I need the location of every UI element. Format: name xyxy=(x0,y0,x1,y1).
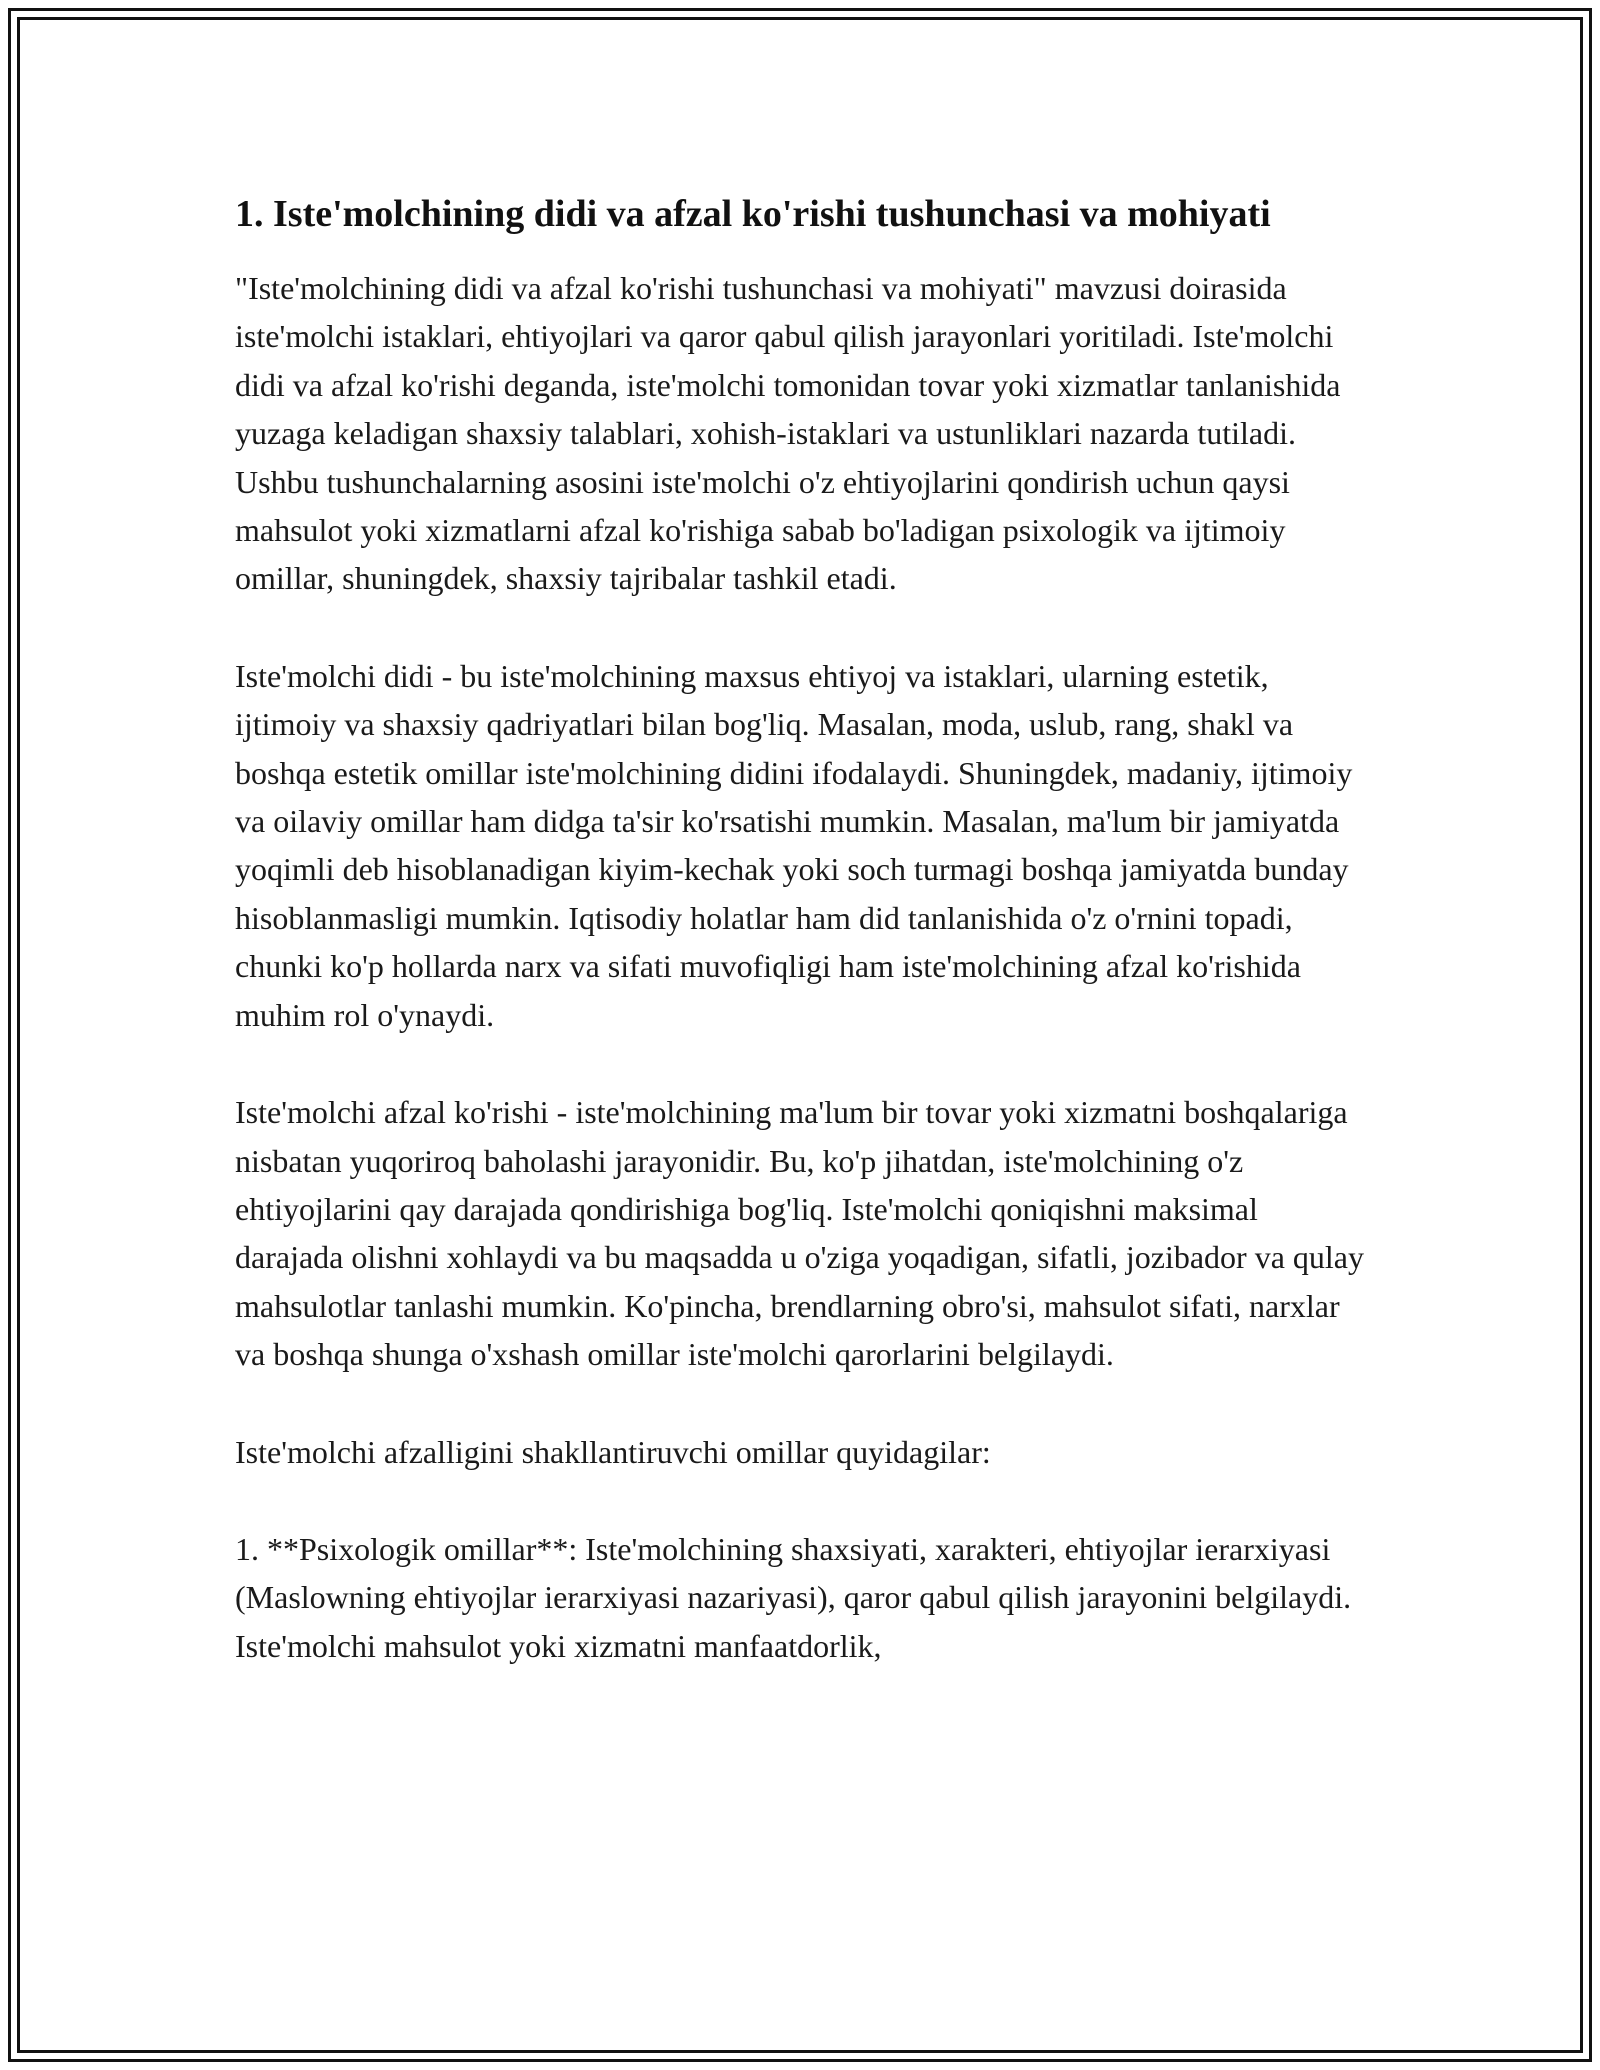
paragraph-psychological-factors: 1. **Psixologik omillar**: Iste'molchining shaxsiyati, xarakteri, ehtiyojlar ierarxiyasi (Maslowning ehtiyojlar ierarxiyasi nazariyasi), qaror qabul qilish jarayonini belgilaydi. Iste'molchi mahsulot yoki xizmatni manfaatdorlik, xyxy=(235,1530,1352,1664)
section-heading: 1. Iste'molchining didi va afzal ko'rishi tushunchasi va mohiyati xyxy=(235,193,1271,235)
paragraph-intro: "Iste'molchining didi va afzal ko'rishi tushunchasi va mohiyati" mavzusi doirasida iste'molchi istaklari, ehtiyojlari va qaror qabul qilish jarayonlari yoritiladi. Iste'molchi didi va afzal ko'rishi deganda, iste'molchi tomonidan tovar yoki xizmatlar tanlanishida yuzaga keladigan shaxsiy talablari, xohish-istaklari va ustunliklari nazarda tutiladi. Ushbu tushunchalarning asosini iste'molchi o'z ehtiyojlarini qondirish uchun qaysi mahsulot yoki xizmatlarni afzal ko'rishiga sabab bo'ladigan psixologik va ijtimoiy omillar, shuningdek, shaxsiy tajribalar tashkil etadi. xyxy=(235,270,1341,597)
paragraph-consumer-preference: Iste'molchi afzal ko'rishi - iste'molchining ma'lum bir tovar yoki xizmatni boshqalariga nisbatan yuqoriroq baholashi jarayonidir. Bu, ko'p jihatdan, iste'molchining o'z ehtiyojlarini qay darajada qondirishiga bog'liq. Iste'molchi qoniqishni maksimal darajada olishni xohlaydi va bu maqsadda u o'ziga yoqadigan, sifatli, jozibador va qulay mahsulotlar tanlashi mumkin. Ko'pincha, brendlarning obro'si, mahsulot sifati, narxlar va boshqa shunga o'xshash omillar iste'molchi qarorlarini belgilaydi. xyxy=(235,1094,1364,1373)
paragraph-factors-intro: Iste'molchi afzalligini shakllantiruvchi omillar quyidagilar: xyxy=(235,1433,991,1470)
document-body xyxy=(235,186,1370,1670)
paragraph-consumer-taste: Iste'molchi didi - bu iste'molchining maxsus ehtiyoj va istaklari, ularning estetik, ijtimoiy va shaxsiy qadriyatlari bilan bog'liq. Masalan, moda, uslub, rang, shakl va boshqa estetik omillar iste'molchining didini ifodalaydi. Shuningdek, madaniy, ijtimoiy va oilaviy omillar ham didga ta'sir ko'rsatishi mumkin. Masalan, ma'lum bir jamiyatda yoqimli deb hisoblanadigan kiyim-kechak yoki soch turmagi boshqa jamiyatda bunday hisoblanmasligi mumkin. Iqtisodiy holatlar ham did tanlanishida o'z o'rnini topadi, chunki ko'p hollarda narx va sifati muvofiqligi ham iste'molchining afzal ko'rishida muhim rol o'ynaydi. xyxy=(235,657,1353,1033)
